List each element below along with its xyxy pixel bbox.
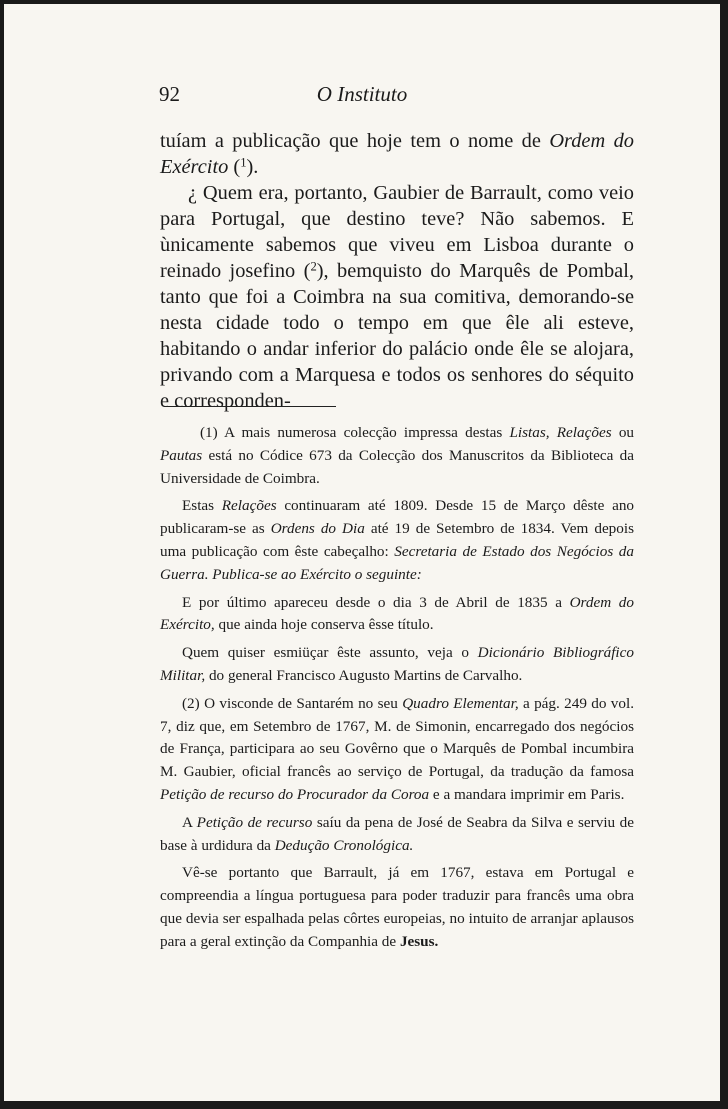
- main-text: [160, 128, 634, 414]
- footnote-label: (1): [200, 424, 218, 441]
- footnotes: [160, 422, 634, 959]
- footnote-paragraph: E por último apareceu desde o dia 3 de Abril de 1835 a Ordem do Exército, que ainda hoje conserva êsse título.: [160, 593, 634, 634]
- footnote-ref: 1: [240, 155, 247, 170]
- footnote-label: (2): [182, 694, 200, 712]
- footnote-paragraph: Quem quiser esmiüçar êste assunto, veja o Dicionário Bibliográfico Militar, do general Francisco Augusto Martins de Carvalho.: [160, 644, 634, 684]
- footnote-paragraph: A Petição de recurso saíu da pena de José de Seabra da Silva e serviu de base à urdidura da Dedução Cronológica.: [160, 813, 634, 854]
- footnote: (2) O visconde de Santarém no seu Quadro Elementar, a pág. 249 do vol. 7, diz que, em Setembro de 1767, M. de Simonin, encarregado dos negócios de França, participara ao seu Govêrno que o Marquês de Pombal incumbira M. Gaubier, oficial francês ao serviço de Portugal, da tradução da famosa Petição de recurso do Procurador da Coroa e a mandara imprimir em Paris.: [160, 694, 635, 803]
- page-header: [4, 82, 720, 112]
- footnote-paragraph: Estas Relações continuaram até 1809. Desde 15 de Março dêste ano publicaram-se as Ordens do Dia até 19 de Setembro de 1834. Vem depois uma publicação com êste cabeçalho: Secretaria de Estado dos Negócios da Guerra. Publica-se ao Exército o seguinte:: [160, 497, 635, 583]
- footnote-rule: [164, 406, 336, 407]
- paragraph: tuíam a publicação que hoje tem o nome de Ordem do Exército ($^1$).: [160, 130, 634, 178]
- footnote-paragraph: Vê-se portanto que Barrault, já em 1767, estava em Portugal e compreendia a língua portuguesa para poder traduzir para francês uma obra que devia ser espalhada pelas côrtes europeias, no intuito de arranjar aplausos para a geral extinção da Companhia de Jesus.: [160, 864, 634, 950]
- running-title: O Instituto: [316, 82, 408, 106]
- page-number: 92: [159, 82, 180, 106]
- paragraph: ¿ Quem era, portanto, Gaubier de Barrault, como veio para Portugal, que destino teve? Não sabemos. E ùnicamente sabemos que viveu em Lisboa durante o reinado josefino ($^2$), bemquisto do Marquês de Pombal, tanto que foi a Coimbra na sua comitiva, demorando-se nesta cidade todo o tempo em que êle ali esteve, habitando o andar inferior do palácio onde êle se alojara, privando com a Marquesa e todos os senhores do séquito e corresponden-: [160, 182, 634, 412]
- footnote-ref: 2: [310, 259, 317, 274]
- book-page: [4, 4, 720, 1101]
- footnote: (1) A mais numerosa colecção impressa destas Listas, Relações ou Pautas está no Códice 673 da Colecção dos Manuscritos da Biblioteca da Universidade de Coimbra.: [160, 424, 635, 487]
